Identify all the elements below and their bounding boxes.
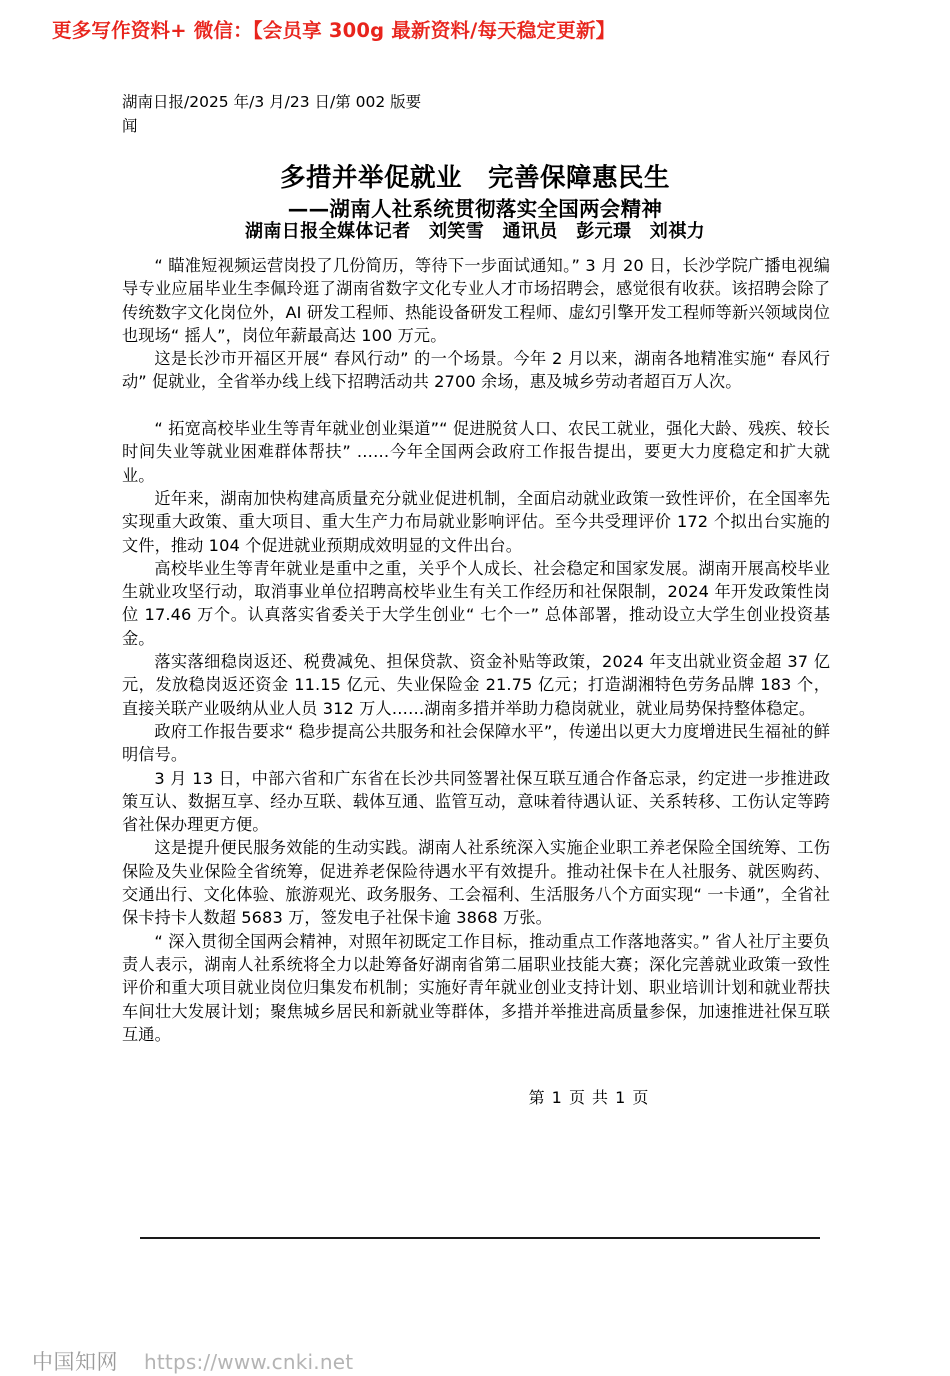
cnki-name-text: 中国知网 xyxy=(32,1350,118,1374)
paragraph: 高校毕业生等青年就业是重中之重，关乎个人成长、社会稳定和国家发展。湖南开展高校毕业生就业攻坚行动，取消事业单位招聘高校毕业生有关工作经历和社保限制，2024 年开发政策性岗位 17.46 万个。认真落实省委关于大学生创业“ 七个一” 总体部署，推动设立大学生创业投资基金。 xyxy=(122,558,830,648)
cnki-watermark xyxy=(32,1346,353,1376)
paragraph: 这是提升便民服务效能的生动实践。湖南人社系统深入实施企业职工养老保险全国统筹、工伤保险及失业保险全省统筹，促进养老保险待遇水平有效提升。推动社保卡在人社服务、就医购药、交通出行、文化体验、旅游观光、政务服务、工会福利、生活服务八个方面实现“ 一卡通”，全省社保卡持卡人数超 5683 万，签发电子社保卡逾 3868 万张。 xyxy=(122,838,830,928)
cnki-url-text: https://www.cnki.net xyxy=(144,1350,354,1374)
publication-source-line: 湖南日报/2025 年/3 月/23 日/第 002 版要闻 xyxy=(122,93,422,135)
article-body xyxy=(122,254,830,1046)
paragraph: 政府工作报告要求“ 稳步提高公共服务和社会保障水平”，传递出以更大力度增进民生福祉的鲜明信号。 xyxy=(122,721,830,765)
promo-banner-text: 更多写作资料+ 微信：【会员享 300g 最新资料/每天稳定更新】 xyxy=(52,19,616,42)
paragraph: “ 深入贯彻全国两会精神，对照年初既定工作目标，推动重点工作落地落实。” 省人社厅主要负责人表示，湖南人社系统将全力以赴筹备好湖南省第二届职业技能大赛；深化完善就业政策一致性评价和重大项目就业岗位归集发布机制；实施好青年就业创业支持计划、职业培训计划和就业帮扶车间壮大发展计划；聚焦城乡居民和新就业等群体，多措并举推进高质量参保，加速推进社保互联互通。 xyxy=(122,931,830,1044)
paragraph: “ 拓宽高校毕业生等青年就业创业渠道”“ 促进脱贫人口、农民工就业，强化大龄、残疾、较长时间失业等就业困难群体帮扶” ……今年全国两会政府工作报告提出，要更大力度稳定和扩大就业。 xyxy=(122,419,830,485)
paragraph: 落实落细稳岗返还、税费减免、担保贷款、资金补贴等政策，2024 年支出就业资金超 37 亿元，发放稳岗返还资金 11.15 亿元、失业保险金 21.75 亿元；打造湖湘特色劳务品牌 183 个，直接关联产业吸纳从业人员 312 万人……湖南多措并举助力稳岗就业，就业局势保持整体稳定。 xyxy=(122,652,830,718)
paragraph: 近年来，湖南加快构建高质量充分就业促进机制，全面启动就业政策一致性评价，在全国率先实现重大政策、重大项目、重大生产力布局就业影响评估。至今共受理评价 172 个拟出台实施的文件，推动 104 个促进就业预期成效明显的文件出台。 xyxy=(122,488,830,555)
byline: 湖南日报全媒体记者 刘笑雪 通讯员 彭元璟 刘祺力 xyxy=(245,221,705,242)
promo-banner xyxy=(0,0,950,58)
page-number-footer xyxy=(0,1085,950,1108)
document-page xyxy=(0,58,950,1374)
page-subtitle: ——湖南人社系统贯彻落实全国两会精神 xyxy=(287,197,663,221)
paragraph: 3 月 13 日，中部六省和广东省在长沙共同签署社保互联互通合作备忘录，约定进一步推进政策互认、数据互享、经办互联、载体互通、监管互动，意味着待遇认证、关系转移、工伤认定等跨省社保办理更方便。 xyxy=(122,768,830,835)
paragraph: “ 瞄准短视频运营岗投了几份简历，等待下一步面试通知。” 3 月 20 日，长沙学院广播电视编导专业应届毕业生李佩玲逛了湖南省数字文化专业人才市场招聘会，感觉很有收获。该招聘会除了传统数字文化岗位外，AI 研发工程师、热能设备研发工程师、虚幻引擎开发工程师等新兴领域岗位也现场“ 摇人”，岗位年薪最高达 100 万元。 xyxy=(122,256,830,345)
page-number-text: 第 1 页 共 1 页 xyxy=(528,1088,650,1107)
paragraph: 这是长沙市开福区开展“ 春风行动” 的一个场景。今年 2 月以来，湖南各地精准实施“ 春风行动” 促就业，全省举办线上线下招聘活动共 2700 余场，惠及城乡劳动者超百万人次。 xyxy=(122,349,830,392)
page-title: 多措并举促就业 完善保障惠民生 xyxy=(279,163,670,194)
footer-divider xyxy=(140,1237,820,1239)
